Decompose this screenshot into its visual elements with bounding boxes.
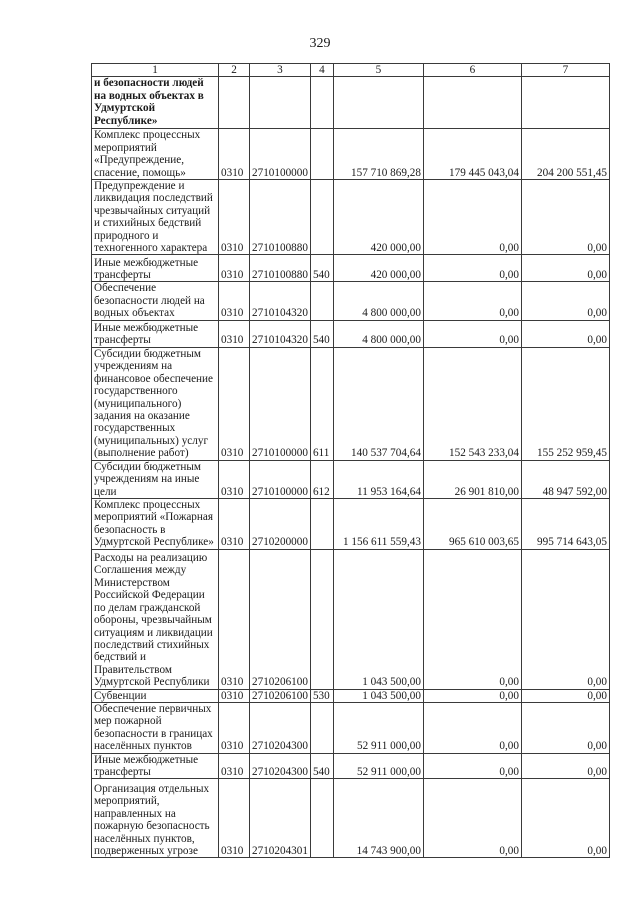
amount-year3-cell: 0,00 xyxy=(521,549,609,689)
amount-year1-cell: 52 911 000,00 xyxy=(333,753,423,779)
column-number-header-row xyxy=(92,64,610,77)
target-article-cell: 2710206100 xyxy=(250,549,311,689)
section-code-cell: 0310 xyxy=(219,753,250,779)
row-name-cell: Организация отдельных мероприятий, направленных на пожарную безопасность населённых пунктов, подверженных угрозе xyxy=(92,779,219,858)
amount-year1-cell: 420 000,00 xyxy=(333,180,423,255)
column-header: 7 xyxy=(521,64,609,77)
table-row xyxy=(92,77,610,129)
table-row xyxy=(92,689,610,702)
amount-year1-cell: 11 953 164,64 xyxy=(333,460,423,498)
expense-type-cell: 611 xyxy=(310,347,333,460)
expense-type-cell: 540 xyxy=(310,255,333,282)
amount-year3-cell: 0,00 xyxy=(521,702,609,753)
expense-type-cell: 612 xyxy=(310,460,333,498)
amount-year3-cell: 0,00 xyxy=(521,779,609,858)
amount-year2-cell: 179 445 043,04 xyxy=(423,129,521,180)
expense-type-cell: 540 xyxy=(310,753,333,779)
target-article-cell: 2710100880 xyxy=(250,180,311,255)
amount-year2-cell: 0,00 xyxy=(423,753,521,779)
column-header: 4 xyxy=(310,64,333,77)
row-name-cell: Субсидии бюджетным учреждениям на иные цели xyxy=(92,460,219,498)
row-name-cell: Субсидии бюджетным учреждениям на финансовое обеспечение государственного (муниципального) задания на оказание государственных (муниципальных) услуг (выполнение работ) xyxy=(92,347,219,460)
row-name-cell: Иные межбюджетные трансферты xyxy=(92,753,219,779)
target-article-cell xyxy=(250,77,311,129)
column-header: 5 xyxy=(333,64,423,77)
table-row xyxy=(92,347,610,460)
row-name-cell: Комплекс процессных мероприятий «Пожарная безопасность в Удмуртской Республике» xyxy=(92,498,219,549)
target-article-cell: 2710204300 xyxy=(250,753,311,779)
row-name-cell: Обеспечение первичных мер пожарной безопасности в границах населённых пунктов xyxy=(92,702,219,753)
amount-year2-cell: 0,00 xyxy=(423,282,521,320)
table-row xyxy=(92,460,610,498)
amount-year1-cell: 140 537 704,64 xyxy=(333,347,423,460)
column-header: 3 xyxy=(250,64,311,77)
target-article-cell: 2710104320 xyxy=(250,282,311,320)
target-article-cell: 2710100880 xyxy=(250,255,311,282)
target-article-cell: 2710100000 xyxy=(250,129,311,180)
table-row xyxy=(92,779,610,858)
amount-year3-cell: 995 714 643,05 xyxy=(521,498,609,549)
target-article-cell: 2710204301 xyxy=(250,779,311,858)
expense-type-cell xyxy=(310,702,333,753)
expense-type-cell: 530 xyxy=(310,689,333,702)
table-row xyxy=(92,753,610,779)
amount-year2-cell: 0,00 xyxy=(423,779,521,858)
target-article-cell: 2710104320 xyxy=(250,320,311,347)
target-article-cell: 2710100000 xyxy=(250,460,311,498)
amount-year2-cell: 0,00 xyxy=(423,549,521,689)
amount-year1-cell: 4 800 000,00 xyxy=(333,282,423,320)
amount-year2-cell xyxy=(423,77,521,129)
expense-type-cell xyxy=(310,779,333,858)
row-name-cell: и безопасности людей на водных объектах в Удмуртской Республике» xyxy=(92,77,219,129)
amount-year2-cell: 0,00 xyxy=(423,320,521,347)
amount-year1-cell: 1 043 500,00 xyxy=(333,689,423,702)
table-row xyxy=(92,180,610,255)
table-row xyxy=(92,498,610,549)
table-row xyxy=(92,702,610,753)
section-code-cell: 0310 xyxy=(219,282,250,320)
expense-type-cell xyxy=(310,549,333,689)
amount-year3-cell: 48 947 592,00 xyxy=(521,460,609,498)
target-article-cell: 2710200000 xyxy=(250,498,311,549)
section-code-cell: 0310 xyxy=(219,689,250,702)
table-row xyxy=(92,549,610,689)
amount-year2-cell: 26 901 810,00 xyxy=(423,460,521,498)
page-number: 329 xyxy=(309,36,331,51)
target-article-cell: 2710100000 xyxy=(250,347,311,460)
budget-table xyxy=(91,63,610,858)
section-code-cell: 0310 xyxy=(219,320,250,347)
expense-type-cell xyxy=(310,129,333,180)
amount-year3-cell: 0,00 xyxy=(521,320,609,347)
row-name-cell: Предупреждение и ликвидация последствий чрезвычайных ситуаций и стихийных бедствий природного и техногенного характера xyxy=(92,180,219,255)
amount-year1-cell xyxy=(333,77,423,129)
amount-year3-cell: 0,00 xyxy=(521,753,609,779)
amount-year2-cell: 0,00 xyxy=(423,702,521,753)
amount-year3-cell: 204 200 551,45 xyxy=(521,129,609,180)
expense-type-cell: 540 xyxy=(310,320,333,347)
section-code-cell: 0310 xyxy=(219,347,250,460)
expense-type-cell xyxy=(310,180,333,255)
row-name-cell: Обеспечение безопасности людей на водных объектах xyxy=(92,282,219,320)
amount-year2-cell: 152 543 233,04 xyxy=(423,347,521,460)
section-code-cell: 0310 xyxy=(219,180,250,255)
table-row xyxy=(92,320,610,347)
amount-year1-cell: 157 710 869,28 xyxy=(333,129,423,180)
amount-year2-cell: 0,00 xyxy=(423,180,521,255)
expense-type-cell xyxy=(310,282,333,320)
row-name-cell: Иные межбюджетные трансферты xyxy=(92,255,219,282)
amount-year1-cell: 4 800 000,00 xyxy=(333,320,423,347)
target-article-cell: 2710206100 xyxy=(250,689,311,702)
expense-type-cell xyxy=(310,77,333,129)
amount-year2-cell: 0,00 xyxy=(423,689,521,702)
row-name-cell: Расходы на реализацию Соглашения между Министерством Российской Федерации по делам гражданской обороны, чрезвычайным ситуациям и ликвидации последствий стихийных бедствий и Правительством Удмуртской Республики xyxy=(92,549,219,689)
amount-year2-cell: 965 610 003,65 xyxy=(423,498,521,549)
column-header: 6 xyxy=(423,64,521,77)
section-code-cell: 0310 xyxy=(219,779,250,858)
target-article-cell: 2710204300 xyxy=(250,702,311,753)
section-code-cell: 0310 xyxy=(219,498,250,549)
row-name-cell: Иные межбюджетные трансферты xyxy=(92,320,219,347)
amount-year1-cell: 14 743 900,00 xyxy=(333,779,423,858)
amount-year3-cell xyxy=(521,77,609,129)
section-code-cell: 0310 xyxy=(219,255,250,282)
amount-year3-cell: 0,00 xyxy=(521,180,609,255)
amount-year3-cell: 0,00 xyxy=(521,255,609,282)
section-code-cell: 0310 xyxy=(219,129,250,180)
expense-type-cell xyxy=(310,498,333,549)
section-code-cell: 0310 xyxy=(219,702,250,753)
amount-year1-cell: 1 043 500,00 xyxy=(333,549,423,689)
row-name-cell: Комплекс процессных мероприятий «Предупреждение, спасение, помощь» xyxy=(92,129,219,180)
table-row xyxy=(92,129,610,180)
column-header: 2 xyxy=(219,64,250,77)
amount-year3-cell: 0,00 xyxy=(521,282,609,320)
section-code-cell: 0310 xyxy=(219,460,250,498)
amount-year3-cell: 155 252 959,45 xyxy=(521,347,609,460)
row-name-cell: Субвенции xyxy=(92,689,219,702)
amount-year2-cell: 0,00 xyxy=(423,255,521,282)
column-header: 1 xyxy=(92,64,219,77)
section-code-cell xyxy=(219,77,250,129)
table-row xyxy=(92,255,610,282)
amount-year1-cell: 1 156 611 559,43 xyxy=(333,498,423,549)
amount-year1-cell: 420 000,00 xyxy=(333,255,423,282)
table-row xyxy=(92,282,610,320)
section-code-cell: 0310 xyxy=(219,549,250,689)
amount-year3-cell: 0,00 xyxy=(521,689,609,702)
amount-year1-cell: 52 911 000,00 xyxy=(333,702,423,753)
